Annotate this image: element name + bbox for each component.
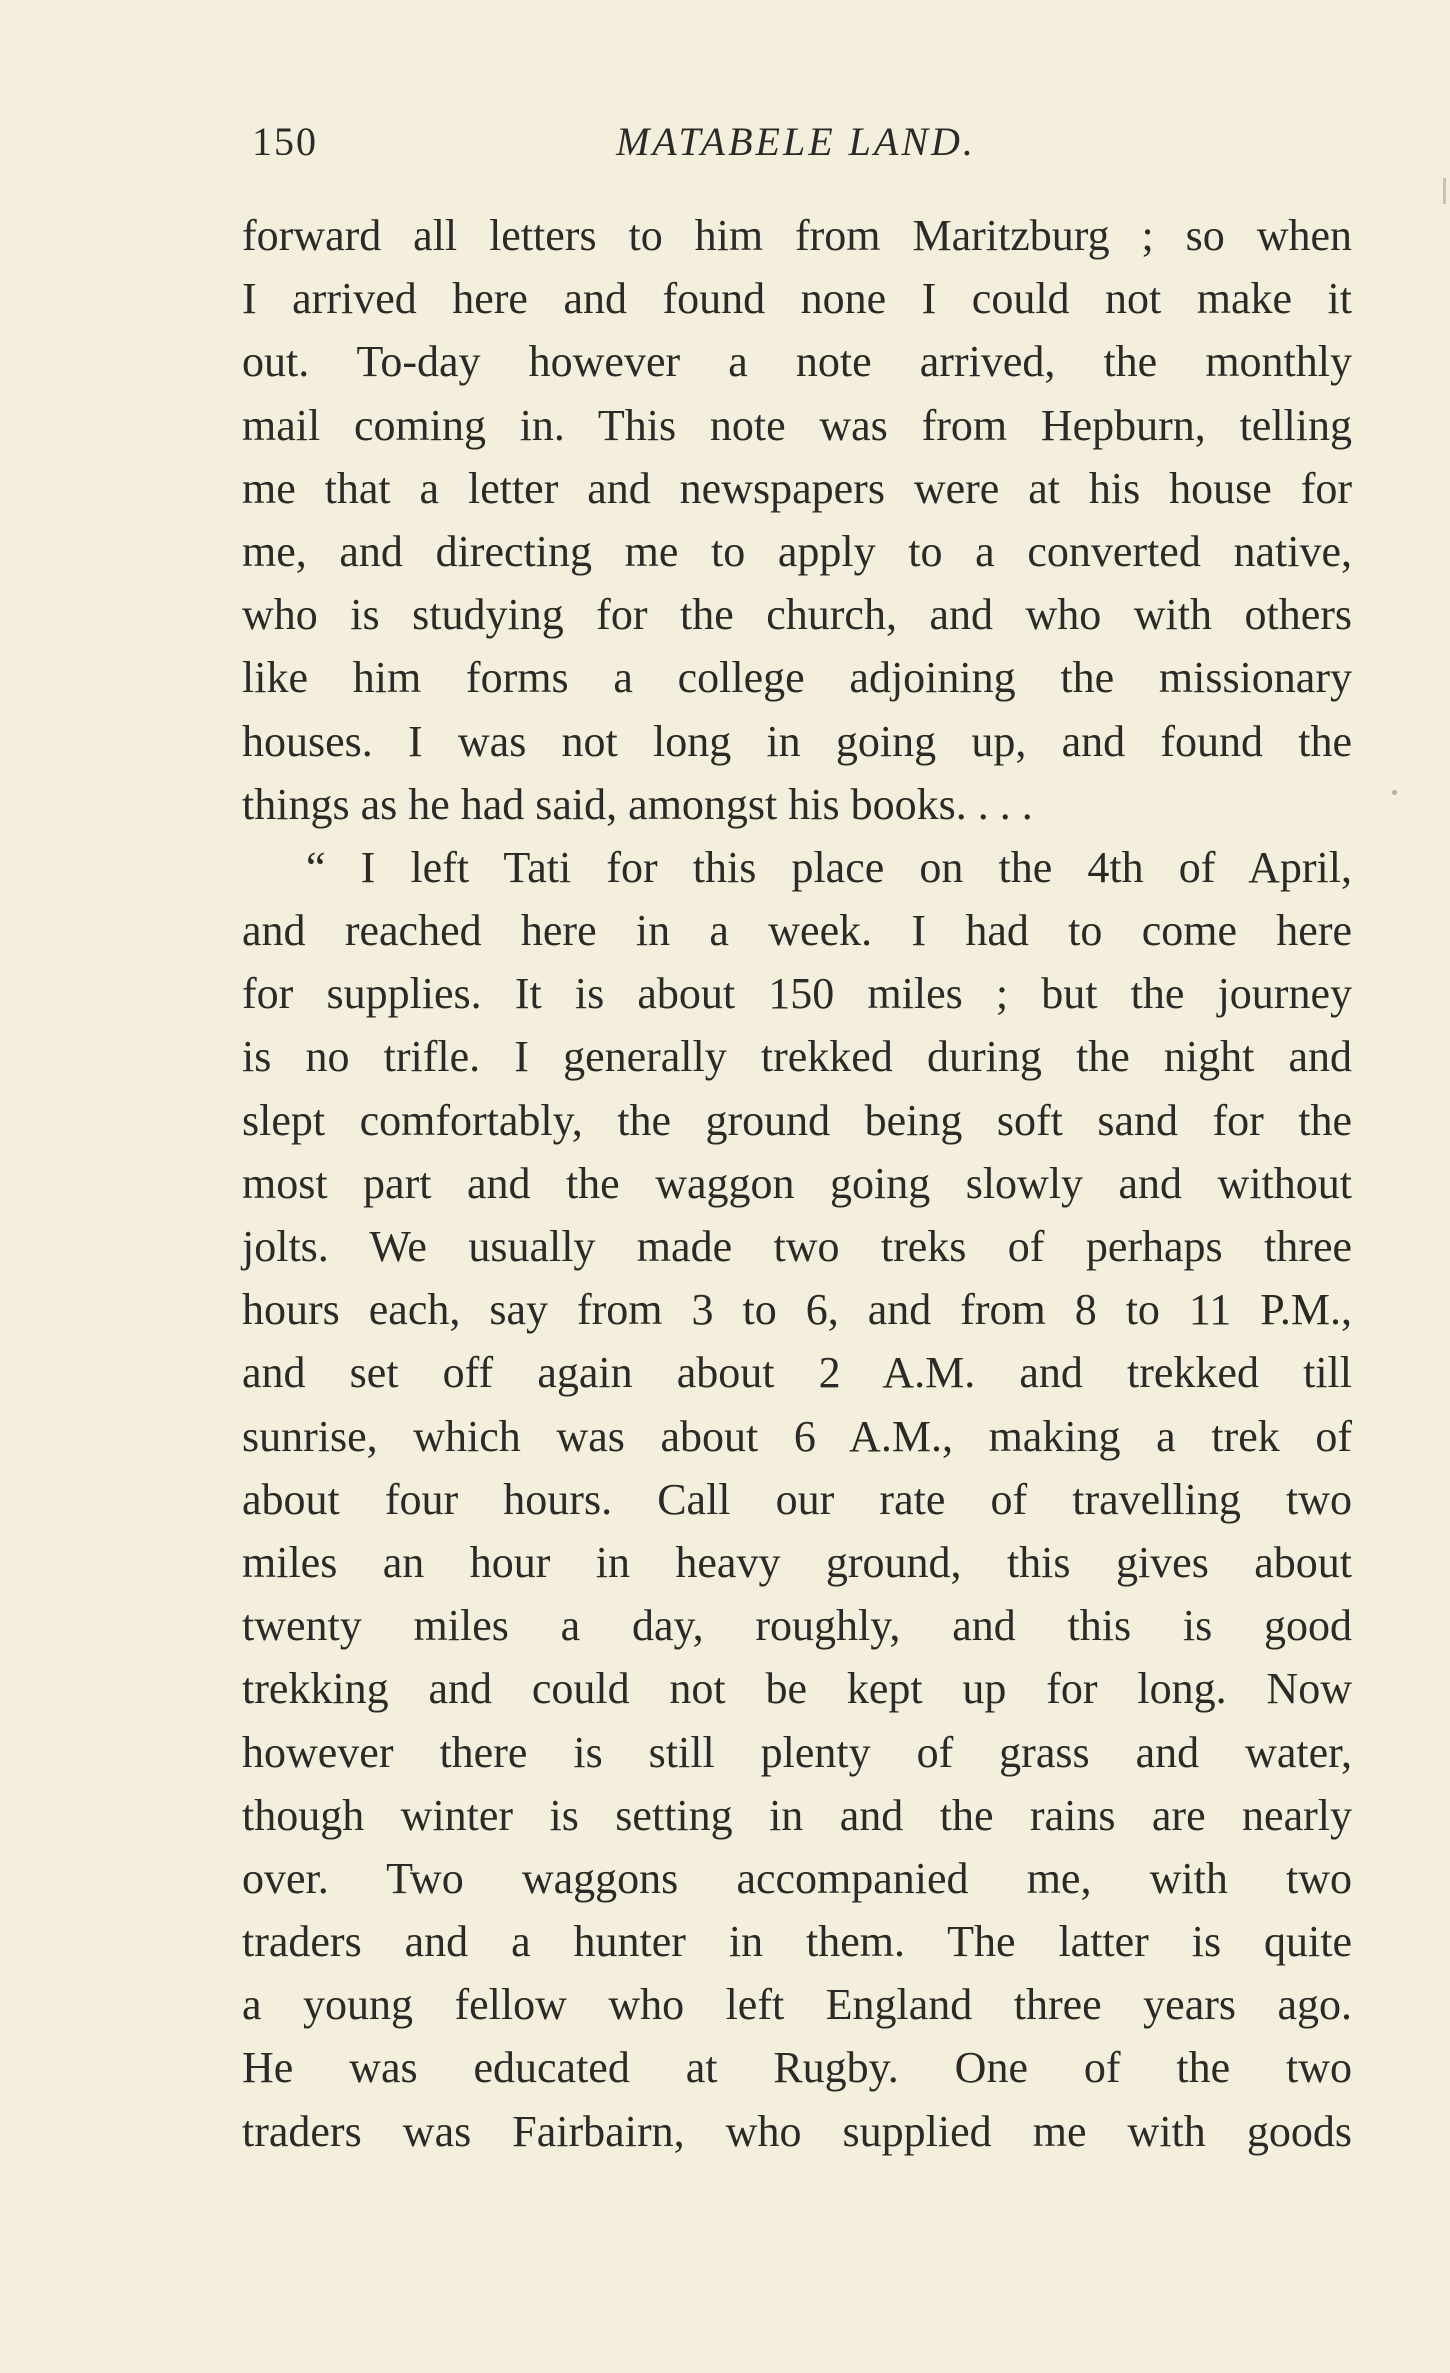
- text-line: traders was Fairbairn, who supplied me with goods: [242, 2106, 1352, 2156]
- text-line: trekking and could not be kept up for long. Now: [242, 1664, 1352, 1714]
- text-line: most part and the waggon going slowly and without: [242, 1158, 1352, 1208]
- text-line: twenty miles a day, roughly, and this is good: [242, 1601, 1352, 1651]
- text-line: mail coming in. This note was from Hepburn, telling: [242, 400, 1352, 450]
- text-line: “ I left Tati for this place on the 4th of April,: [306, 842, 1352, 892]
- text-line: however there is still plenty of grass and water,: [242, 1727, 1352, 1777]
- text-line: miles an hour in heavy ground, this gives about: [242, 1537, 1352, 1587]
- text-line: over. Two waggons accompanied me, with two: [242, 1853, 1352, 1903]
- text-line: forward all letters to him from Maritzburg ; so when: [242, 211, 1352, 260]
- text-line: slept comfortably, the ground being soft sand for the: [242, 1095, 1352, 1145]
- running-title: MATABELE LAND.: [616, 119, 976, 164]
- text-line: and set off again about 2 A.M. and trekked till: [242, 1348, 1352, 1398]
- text-line: for supplies. It is about 150 miles ; but the journey: [242, 969, 1352, 1019]
- text-line: out. To-day however a note arrived, the monthly: [242, 337, 1352, 387]
- text-line: like him forms a college adjoining the missionary: [242, 653, 1352, 703]
- text-line: me, and directing me to apply to a converted native,: [242, 526, 1352, 576]
- text-line: jolts. We usually made two treks of perhaps three: [242, 1222, 1352, 1271]
- text-line: He was educated at Rugby. One of the two: [242, 2043, 1352, 2093]
- page-edge-mark: [1443, 178, 1446, 204]
- text-line: who is studying for the church, and who with others: [242, 590, 1352, 640]
- text-line: houses. I was not long in going up, and found the: [242, 716, 1352, 766]
- paper-speck: [1392, 790, 1397, 795]
- text-line: and reached here in a week. I had to come here: [242, 906, 1352, 956]
- page-number: 150: [252, 119, 318, 164]
- text-line: a young fellow who left England three years ago.: [242, 1980, 1352, 2030]
- text-line: is no trifle. I generally trekked during the night and: [242, 1032, 1352, 1082]
- text-line: traders and a hunter in them. The latter is quite: [242, 1917, 1352, 1967]
- text-line: things as he had said, amongst his books. . . .: [242, 779, 1033, 829]
- text-line: though winter is setting in and the rains are nearly: [242, 1790, 1352, 1840]
- text-line: I arrived here and found none I could not make it: [242, 274, 1352, 324]
- body-text: [242, 204, 1352, 2163]
- text-line: sunrise, which was about 6 A.M., making a trek of: [242, 1411, 1352, 1461]
- running-head: [240, 118, 1352, 178]
- text-line: about four hours. Call our rate of travelling two: [242, 1474, 1352, 1524]
- text-line: me that a letter and newspapers were at his house for: [242, 463, 1352, 513]
- text-line: hours each, say from 3 to 6, and from 8 to 11 P.M.,: [242, 1285, 1352, 1335]
